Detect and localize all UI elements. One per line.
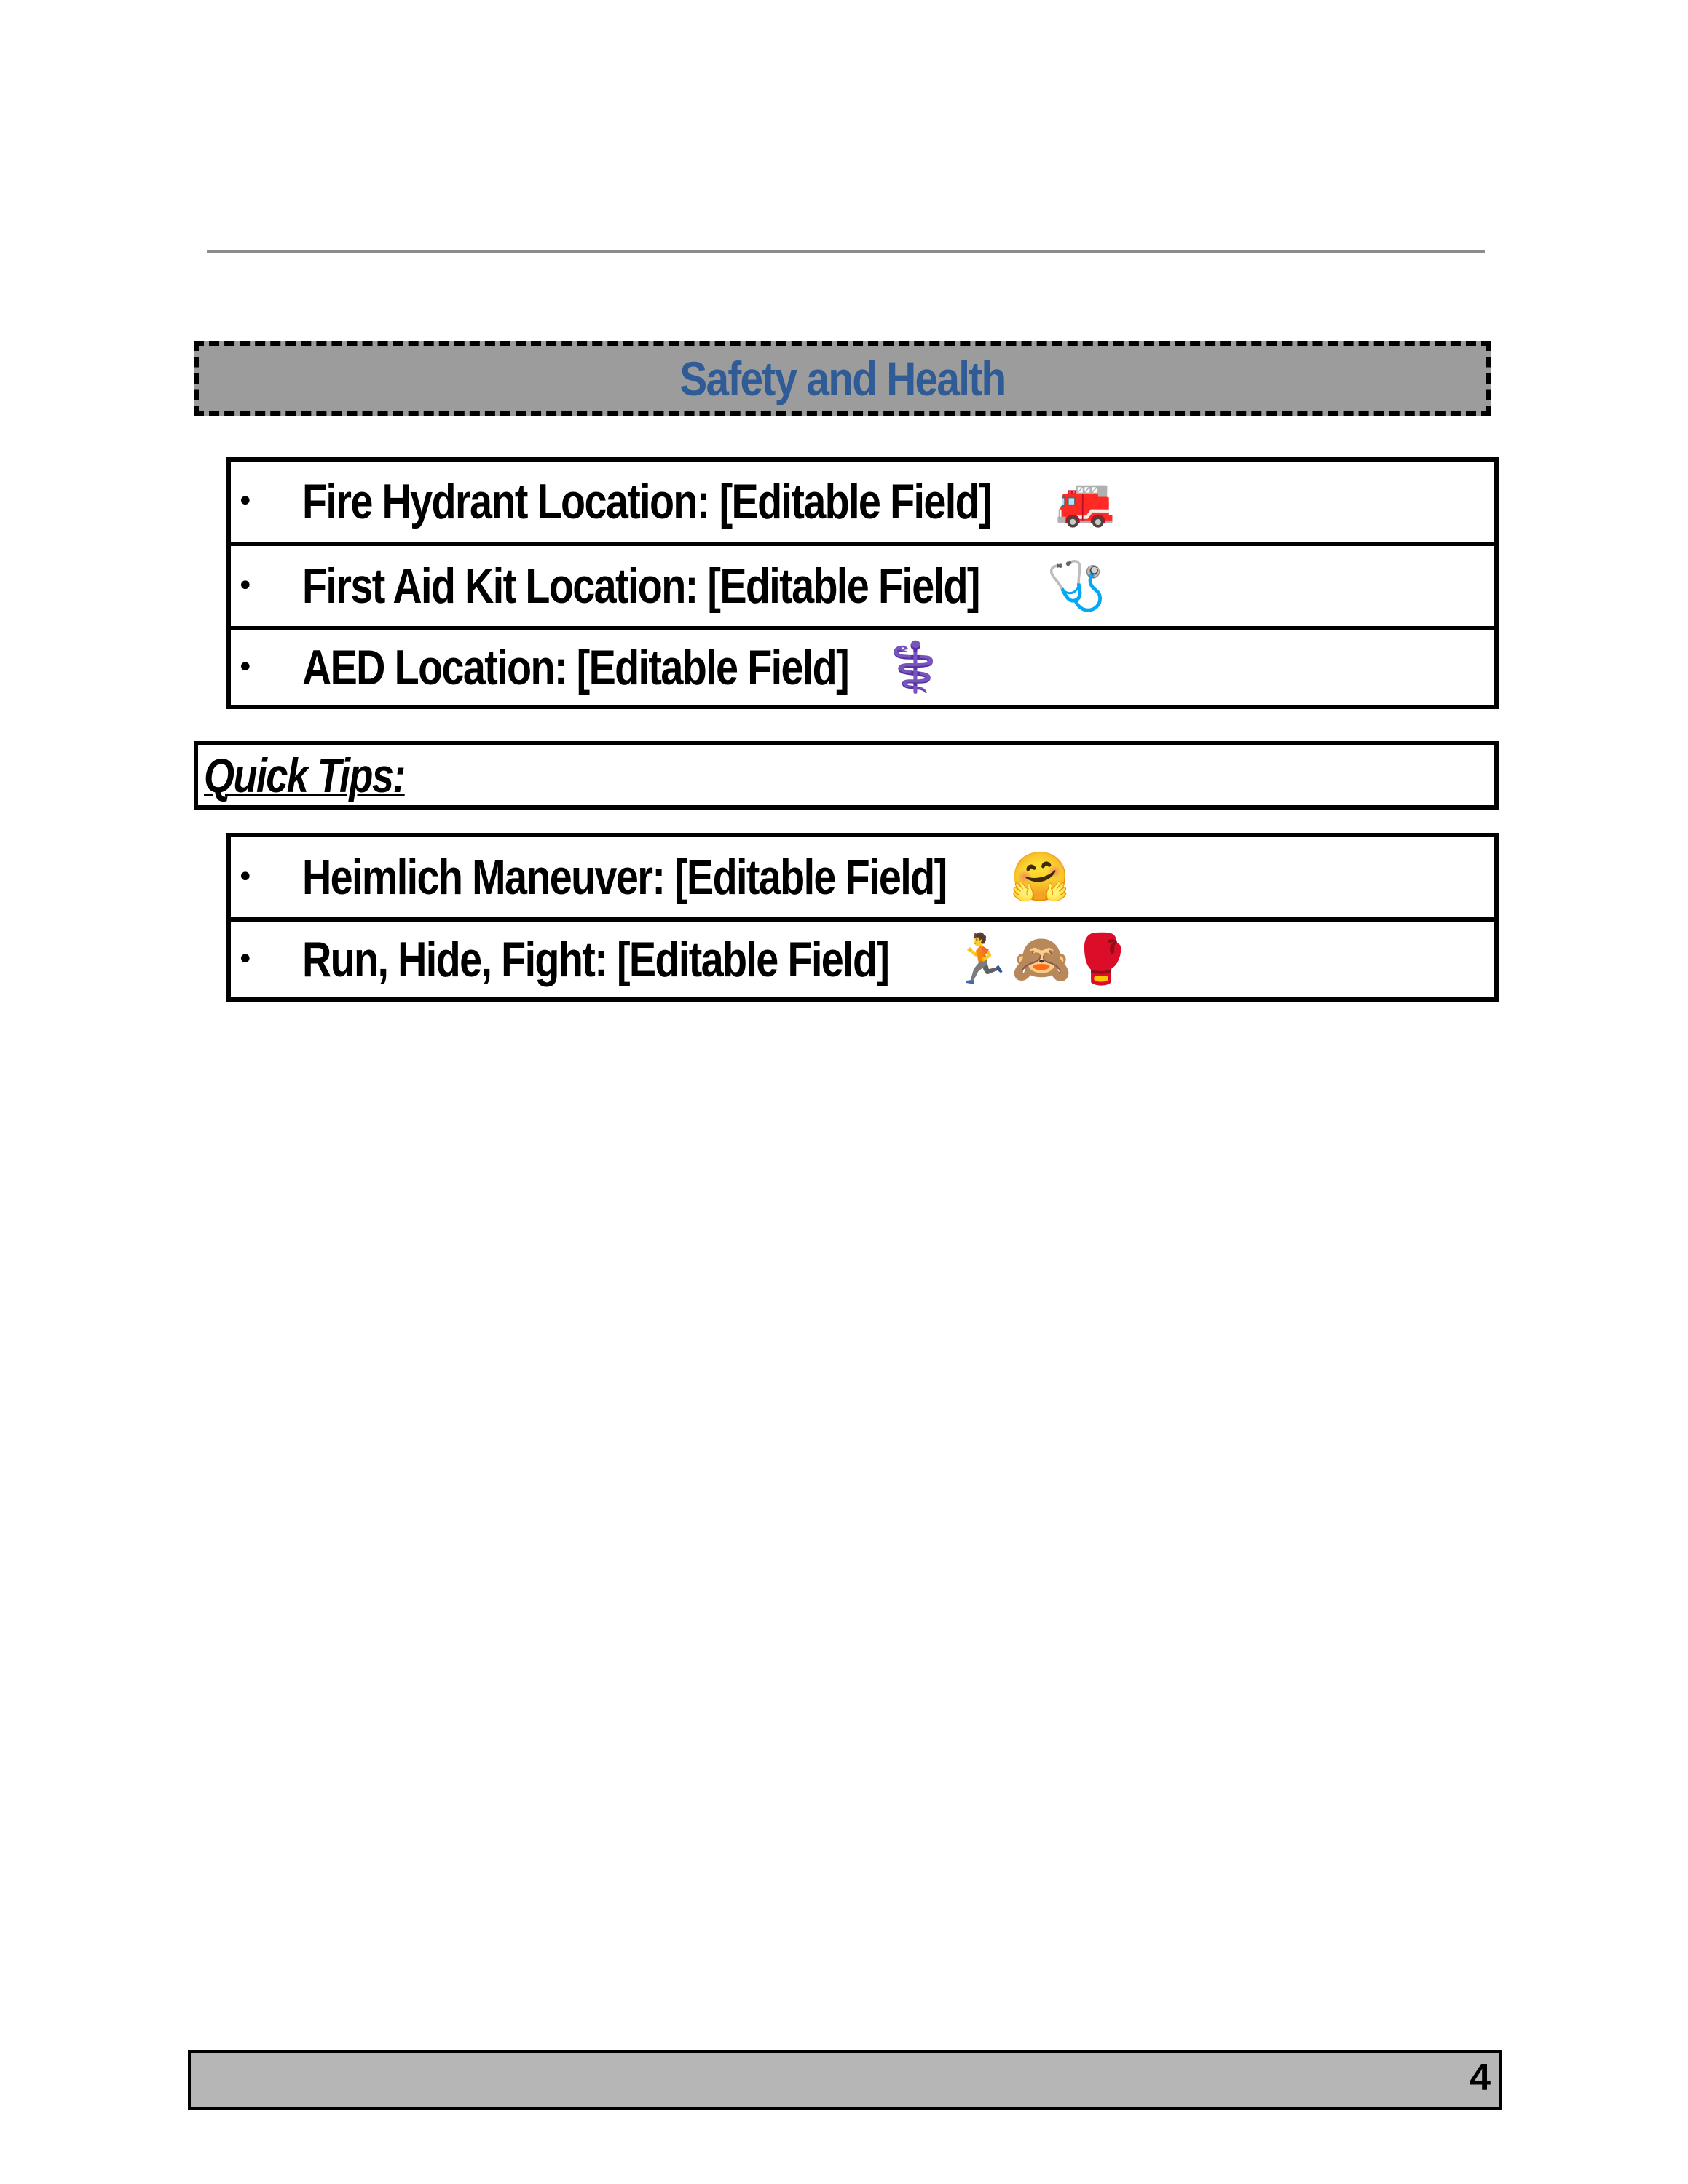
- list-item-run-hide-fight: [226, 917, 1499, 1002]
- list-item-text[interactable]: Run, Hide, Fight: [Editable Field]: [302, 932, 889, 987]
- list-item-aed: [226, 626, 1499, 709]
- section-header: [194, 341, 1491, 416]
- list-item-first-aid-kit: [226, 542, 1499, 630]
- list-item-text[interactable]: AED Location: [Editable Field]: [302, 640, 849, 695]
- list-item-text[interactable]: Heimlich Maneuver: [Editable Field]: [302, 850, 947, 905]
- top-divider: [207, 250, 1485, 253]
- list-item-fire-hydrant: [226, 457, 1499, 546]
- run-hide-fight-icons: 🏃🙈🥊: [952, 931, 1132, 987]
- fire-engine-icon: 🚒: [1055, 473, 1116, 529]
- list-item-text[interactable]: First Aid Kit Location: [Editable Field]: [302, 558, 979, 614]
- hugging-face-icon: 🤗: [1010, 849, 1070, 905]
- quick-tips-header: [194, 741, 1499, 810]
- list-item-heimlich: [226, 833, 1499, 922]
- list-item-text[interactable]: Fire Hydrant Location: [Editable Field]: [302, 474, 991, 529]
- stethoscope-icon: 🩺: [1046, 558, 1107, 614]
- footer-bar: [188, 2050, 1502, 2110]
- medical-symbol-icon: ⚕️: [885, 639, 945, 695]
- bullet: •: [237, 485, 254, 518]
- bullet: •: [237, 943, 254, 976]
- bullet: •: [237, 569, 254, 603]
- quick-tips-label: Quick Tips:: [204, 748, 405, 802]
- bullet: •: [237, 651, 254, 684]
- section-title: Safety and Health: [679, 352, 1006, 405]
- bullet: •: [237, 860, 254, 894]
- page-number: 4: [1470, 2057, 1491, 2099]
